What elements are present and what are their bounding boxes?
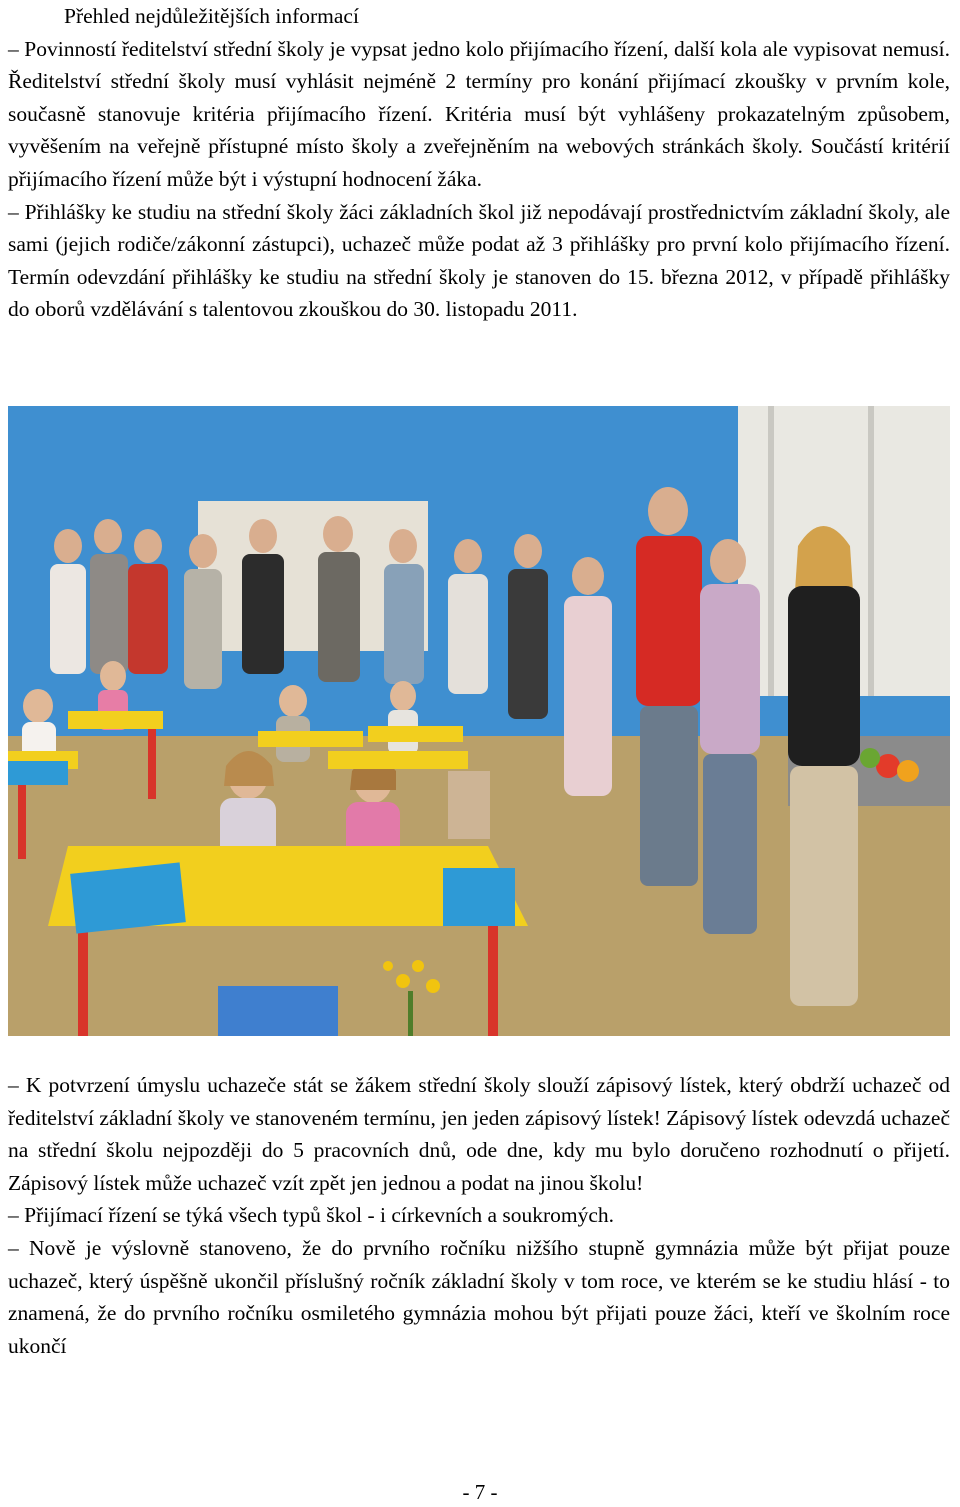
paragraph-gymnasium: – Nově je výslovně stanoveno, že do prvního ročníku nižšího stupně gymnázia může být přijat pouze uchazeč, který úspěšně ukončil příslušný ročník základní školy v tom roce, ve kterém se ke studiu hlásí - to znamená, že do prvního ročníku osmiletého gymnázia mohou být přijati pouze žáci, kteří ve školním roce ukončí	[8, 1235, 950, 1358]
classroom-photo-drawing	[8, 406, 950, 1036]
section-heading: Přehled nejdůležitějších informací	[64, 4, 359, 28]
classroom-photo	[8, 406, 950, 1036]
photo-paper-bag	[448, 771, 490, 839]
photo-book	[8, 761, 68, 785]
paragraph-school-types: – Přijímací řízení se týká všech typů škol - i církevních a soukromých.	[8, 1203, 615, 1228]
photo-book	[443, 868, 515, 926]
paragraph-admission-rounds: – Povinností ředitelství střední školy je vypsat jedno kolo přijímacího řízení, další kola ale vypisovat nemusí. Ředitelství střední školy musí vyhlásit nejméně 2 termíny pro konání přijímací zkoušky v prvním kole, současně stanovuje kritéria přijímacího řízení. Kritéria musí být vyhlášeny prokazatelným způsobem, vyvěšením na veřejně přístupné místo školy a zveřejněním na webových stránkách školy. Součástí kritérií přijímacího řízení může být i výstupní hodnocení žáka.	[8, 36, 950, 191]
top-text-block	[8, 0, 950, 326]
bottom-text-block	[8, 1069, 950, 1362]
photo-fruit	[860, 748, 880, 768]
paragraph-enrollment-form: – K potvrzení úmyslu uchazeče stát se žákem střední školy slouží zápisový lístek, který obdrží uchazeč od ředitelství základní školy ve stanoveném termínu, jen jeden zápisový lístek! Zápisový lístek odevzdá uchazeč na střední školu nejpozději do 5 pracovních dnů, ode dne, kdy mu bylo doručeno rozhodnutí o přijetí. Zápisový lístek může uchazeč vzít zpět jen jednou a podat na jinou školu!	[8, 1073, 950, 1195]
photo-window-frame	[768, 406, 774, 696]
paragraph-applications: – Přihlášky ke studiu na střední školy žáci základních škol již nepodávají prostřednictvím základní školy, ale sami (jejich rodiče/zákonní zástupci), uchazeč může podat až 3 přihlášky pro první kolo přijímacího řízení. Termín odevzdání přihlášky ke studiu na střední školy je stanoven do 15. března 2012, v případě přihlášky do oborů vzdělávání s talentovou zkouškou do 30. listopadu 2011.	[8, 199, 950, 322]
photo-box	[218, 986, 338, 1036]
photo-fruit	[897, 760, 919, 782]
photo-book	[70, 862, 186, 933]
photo-window-frame	[868, 406, 874, 696]
page-number: - 7 -	[462, 1480, 498, 1504]
